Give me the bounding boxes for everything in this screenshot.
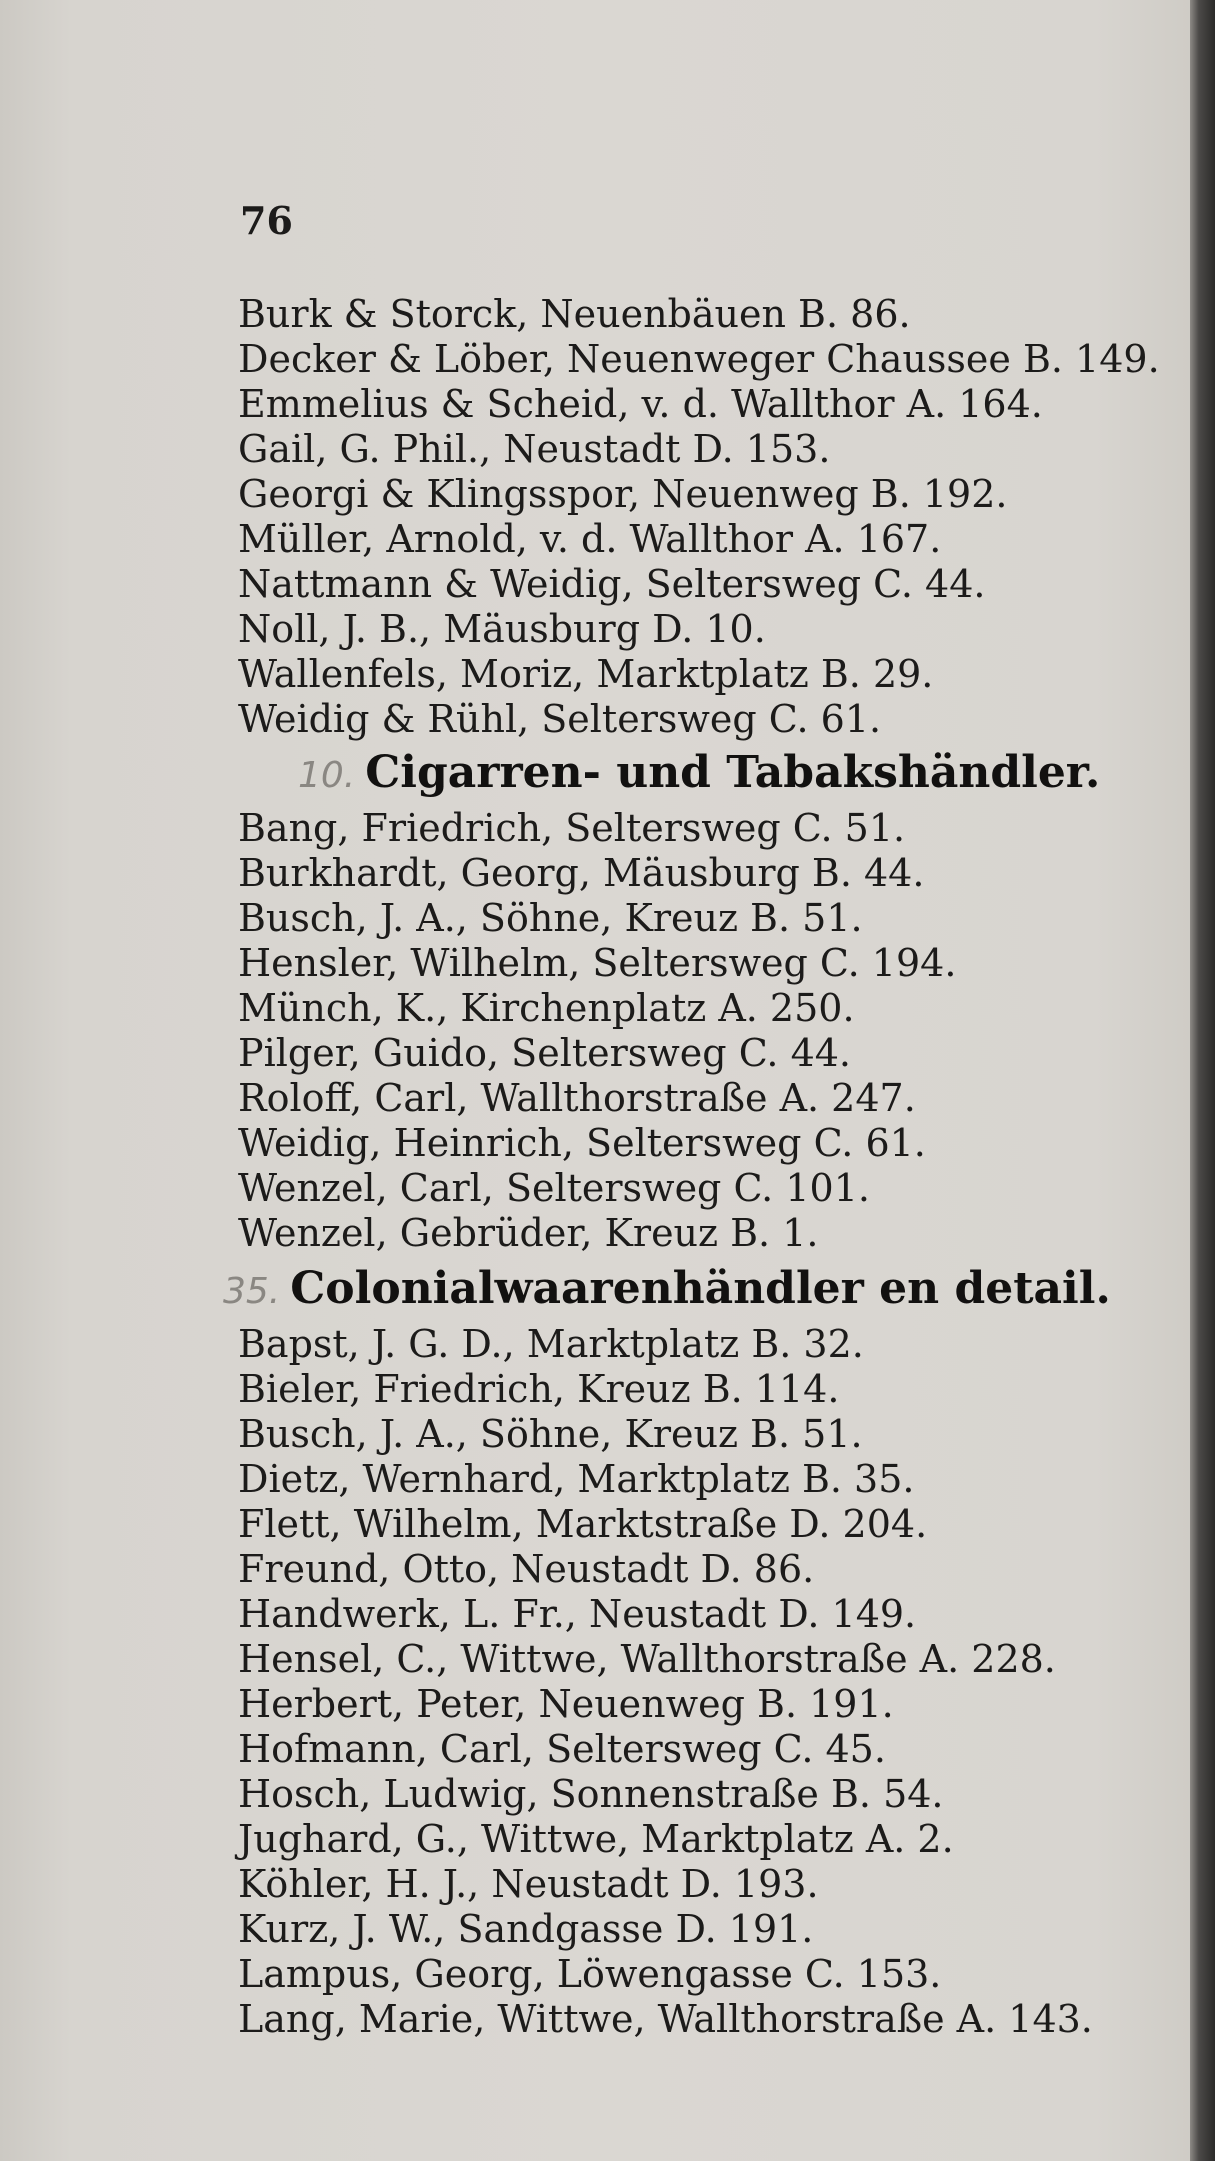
list-item: Busch, J. A., Söhne, Kreuz B. 51.: [238, 896, 863, 940]
list-item: Roloff, Carl, Wallthorstraße A. 247.: [238, 1076, 916, 1120]
list-item: Lang, Marie, Wittwe, Wallthorstraße A. 143.: [238, 1997, 1093, 2041]
list-item: Gail, G. Phil., Neustadt D. 153.: [238, 427, 831, 471]
section-colonial-entries: [238, 1322, 1138, 2042]
section-cigarren-entries: [238, 806, 1138, 1256]
list-item: Wenzel, Gebrüder, Kreuz B. 1.: [238, 1211, 819, 1255]
list-item: Hosch, Ludwig, Sonnenstraße B. 54.: [238, 1772, 944, 1816]
list-item: Bapst, J. G. D., Marktplatz B. 32.: [238, 1322, 864, 1366]
section-top-entries: [238, 292, 1160, 742]
list-item: Burkhardt, Georg, Mäusburg B. 44.: [238, 851, 925, 895]
list-item: Lampus, Georg, Löwengasse C. 153.: [238, 1952, 942, 1996]
list-item: Weidig, Heinrich, Seltersweg C. 61.: [238, 1121, 926, 1165]
page-edge: [1190, 0, 1215, 2161]
section-heading-text: Colonialwaarenhändler en detail.: [290, 1263, 1111, 1314]
list-item: Müller, Arnold, v. d. Wallthor A. 167.: [238, 517, 942, 561]
list-item: Burk & Storck, Neuenbäuen B. 86.: [238, 292, 911, 336]
list-item: Bieler, Friedrich, Kreuz B. 114.: [238, 1367, 840, 1411]
handwritten-mark: 35.: [223, 1271, 281, 1312]
list-item: Flett, Wilhelm, Marktstraße D. 204.: [238, 1502, 928, 1546]
list-item: Decker & Löber, Neuenweger Chaussee B. 149.: [238, 337, 1160, 381]
list-item: Wenzel, Carl, Seltersweg C. 101.: [238, 1166, 870, 1210]
list-item: Pilger, Guido, Seltersweg C. 44.: [238, 1031, 852, 1075]
list-item: Dietz, Wernhard, Marktplatz B. 35.: [238, 1457, 915, 1501]
list-item: Bang, Friedrich, Seltersweg C. 51.: [238, 806, 906, 850]
list-item: Georgi & Klingsspor, Neuenweg B. 192.: [238, 472, 1008, 516]
list-item: Handwerk, L. Fr., Neustadt D. 149.: [238, 1592, 917, 1636]
list-item: Münch, K., Kirchenplatz A. 250.: [238, 986, 855, 1030]
list-item: Köhler, H. J., Neustadt D. 193.: [238, 1862, 819, 1906]
list-item: Kurz, J. W., Sandgasse D. 191.: [238, 1907, 814, 1951]
list-item: Noll, J. B., Mäusburg D. 10.: [238, 607, 766, 651]
list-item: Herbert, Peter, Neuenweg B. 191.: [238, 1682, 894, 1726]
handwritten-mark: 10.: [298, 755, 356, 796]
list-item: Freund, Otto, Neustadt D. 86.: [238, 1547, 815, 1591]
list-item: Hensel, C., Wittwe, Wallthorstraße A. 228.: [238, 1637, 1056, 1681]
list-item: Weidig & Rühl, Seltersweg C. 61.: [238, 697, 882, 741]
list-item: Emmelius & Scheid, v. d. Wallthor A. 164.: [238, 382, 1043, 426]
section-heading-cigarren: [298, 744, 1138, 806]
section-heading-colonial: [223, 1260, 1138, 1322]
page-number: 76: [240, 198, 293, 243]
list-item: Nattmann & Weidig, Seltersweg C. 44.: [238, 562, 986, 606]
list-item: Busch, J. A., Söhne, Kreuz B. 51.: [238, 1412, 863, 1456]
list-item: Hofmann, Carl, Seltersweg C. 45.: [238, 1727, 886, 1771]
list-item: Wallenfels, Moriz, Marktplatz B. 29.: [238, 652, 934, 696]
section-heading-text: Cigarren- und Tabakshändler.: [365, 747, 1101, 798]
list-item: Hensler, Wilhelm, Seltersweg C. 194.: [238, 941, 957, 985]
list-item: Jughard, G., Wittwe, Marktplatz A. 2.: [238, 1817, 954, 1861]
directory-content: [223, 292, 1160, 2042]
